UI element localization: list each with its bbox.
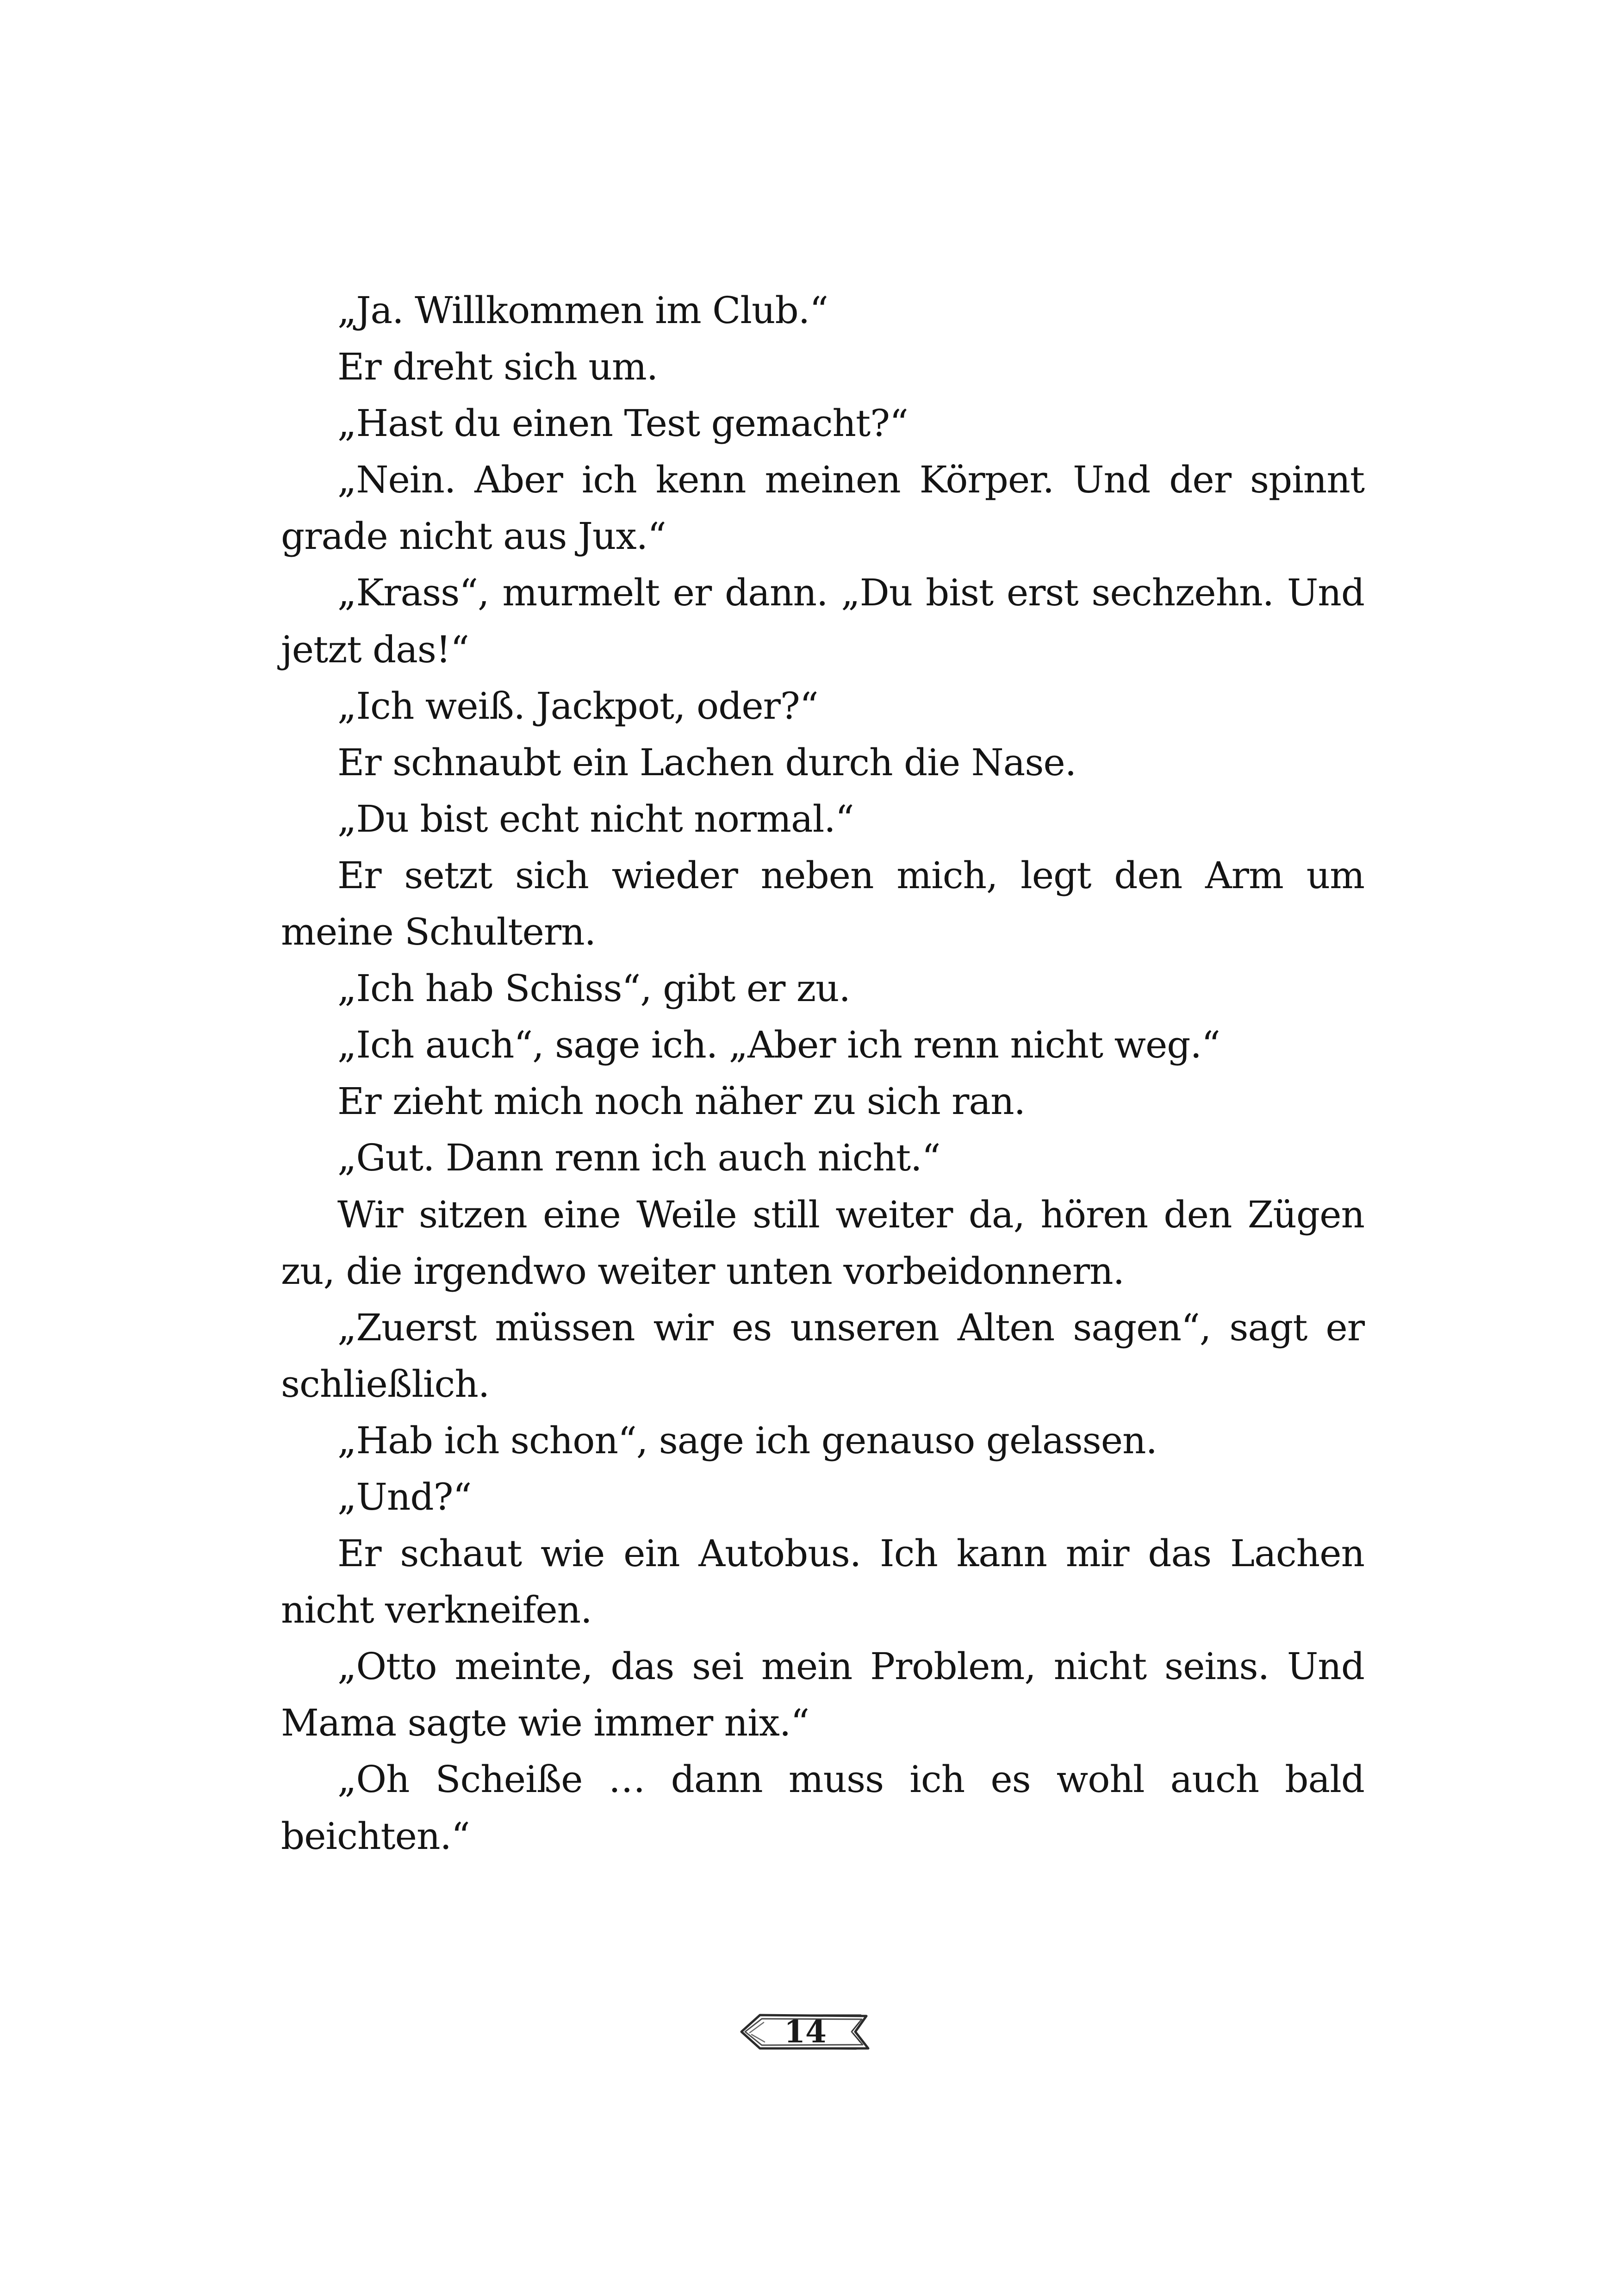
paragraph: „Ich weiß. Jackpot, oder?“ xyxy=(337,684,818,728)
paragraph: „Zuerst müssen wir es unseren Alten sagen“, sagt er schließlich. xyxy=(281,1306,1364,1406)
paragraph: „Ich auch“, sage ich. „Aber ich renn nicht weg.“ xyxy=(337,1023,1220,1067)
page-number: 14 xyxy=(784,2014,827,2050)
paragraph: „Krass“, murmelt er dann. „Du bist erst sechzehn. Und jetzt das!“ xyxy=(281,571,1364,671)
paragraph: „Hast du einen Test gemacht?“ xyxy=(337,402,908,445)
paragraph: „Otto meinte, das sei mein Problem, nicht seins. Und Mama sagte wie immer nix.“ xyxy=(281,1645,1364,1745)
paragraph: Er schaut wie ein Autobus. Ich kann mir das Lachen nicht verkneifen. xyxy=(281,1532,1364,1632)
paragraph: „Gut. Dann renn ich auch nicht.“ xyxy=(337,1136,940,1180)
body-text xyxy=(281,282,1364,1865)
paragraph: Er schnaubt ein Lachen durch die Nase. xyxy=(337,740,1077,784)
paragraph: „Ich hab Schiss“, gibt er zu. xyxy=(337,967,850,1010)
paragraph: „Du bist echt nicht normal.“ xyxy=(337,797,854,840)
paragraph: „Nein. Aber ich kenn meinen Körper. Und der spinnt grade nicht aus Jux.“ xyxy=(281,458,1364,558)
paragraph: Er zieht mich noch näher zu sich ran. xyxy=(337,1080,1026,1123)
paragraph: Er dreht sich um. xyxy=(337,345,658,389)
paragraph: „Und?“ xyxy=(337,1475,472,1518)
paragraph: „Ja. Willkommen im Club.“ xyxy=(337,289,828,332)
paragraph: Wir sitzen eine Weile still weiter da, hören den Zügen zu, die irgendwo weiter unten vorbeidonnern. xyxy=(281,1193,1364,1293)
paragraph: „Hab ich schon“, sage ich genauso gelassen. xyxy=(337,1419,1157,1462)
page-number-badge xyxy=(731,2009,879,2055)
paragraph: „Oh Scheiße … dann muss ich es wohl auch bald beichten.“ xyxy=(281,1758,1364,1858)
paragraph: Er setzt sich wieder neben mich, legt den Arm um meine Schultern. xyxy=(281,853,1364,954)
